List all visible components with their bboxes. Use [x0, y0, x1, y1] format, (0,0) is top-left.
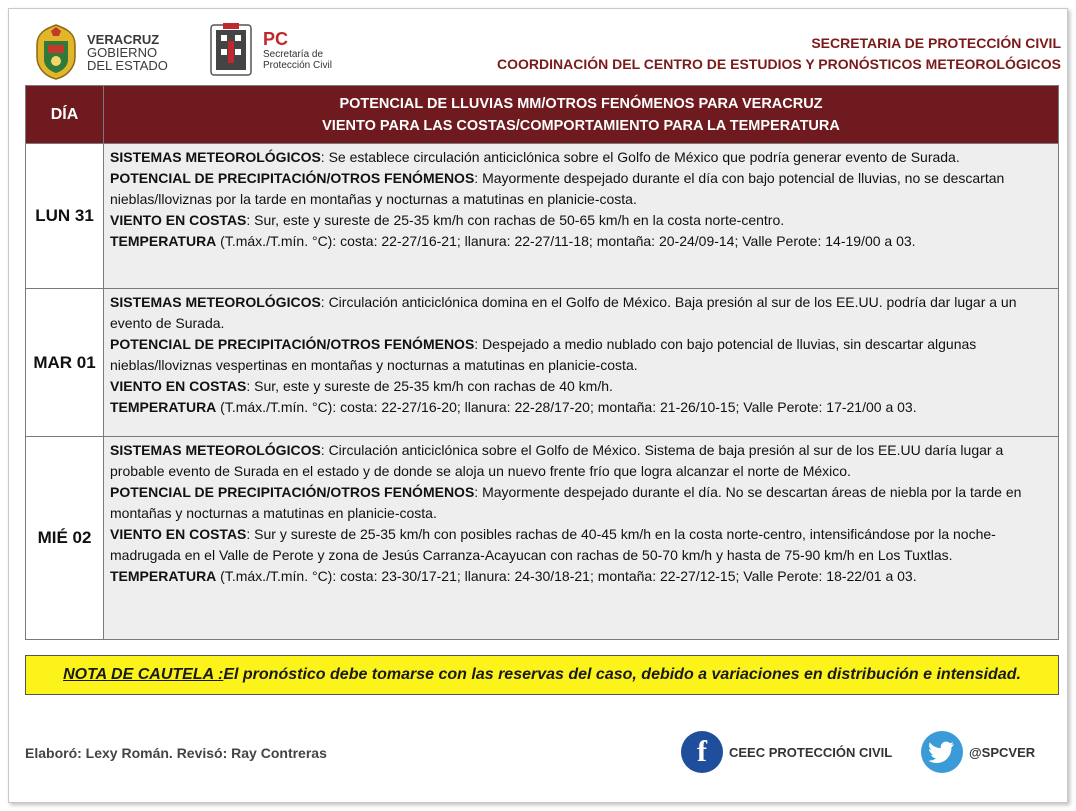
veracruz-seal-icon: [31, 23, 81, 81]
agency-line2: COORDINACIÓN DEL CENTRO DE ESTUDIOS Y PRONÓSTICOS METEOROLÓGICOS: [497, 56, 1061, 72]
day-cell: MAR 01: [26, 289, 104, 437]
bulletin-page: [8, 8, 1068, 803]
temperatura-text: (T.máx./T.mín. °C): costa: 22-27/16-20; llanura: 22-28/17-20; montaña: 21-26/10-15; Valle Perote: 17-21/00 a 03.: [216, 399, 917, 415]
forecast-cell: [104, 437, 1059, 640]
main-column-header: [104, 86, 1059, 144]
pc-sub1: Secretaría de: [263, 49, 324, 60]
table-row: [26, 289, 1059, 437]
pc-sub2: Protección Civil: [263, 60, 332, 71]
potencial-label: POTENCIAL DE PRECIPITACIÓN/OTROS FENÓMENOS: [110, 484, 475, 500]
day-cell: LUN 31: [26, 144, 104, 289]
table-row: [26, 437, 1059, 640]
temperatura-label: TEMPERATURA: [110, 568, 217, 584]
temperatura-label: TEMPERATURA: [110, 233, 217, 249]
potencial-text: : Mayormente despejado durante el día con bajo potencial de lluvias, no se descartan nieblas/lloviznas por la tarde en montañas y nocturnas a matutinas en planicie-costa.: [110, 170, 1005, 207]
nota-de-cautela: [25, 655, 1059, 695]
table-header-row: [26, 86, 1059, 144]
pc-shield-icon: [207, 21, 255, 79]
veracruz-logo: [31, 23, 168, 81]
table-row: [26, 144, 1059, 289]
agency-line1: SECRETARIA DE PROTECCIÓN CIVIL: [811, 35, 1061, 51]
temperatura-paragraph: [110, 397, 1052, 418]
pc-logo: [207, 21, 332, 79]
facebook-label[interactable]: CEEC PROTECCIÓN CIVIL: [729, 744, 893, 760]
agency-header: [497, 33, 1061, 75]
sistemas-text: : Circulación anticiclónica domina en el Golfo de México. Baja presión al sur de los EE.UU. podría dar lugar a un evento de Surada.: [110, 294, 1017, 331]
twitter-bird-icon[interactable]: [921, 731, 963, 773]
temperatura-label: TEMPERATURA: [110, 399, 217, 415]
potencial-text: : Despejado a medio nublado con bajo potencial de lluvias, sin descartar algunas nieblas/lloviznas vespertinas en montañas y nocturnas a matutinas en planicie-costa.: [110, 336, 977, 373]
viento-label: VIENTO EN COSTAS: [110, 378, 247, 394]
potencial-label: POTENCIAL DE PRECIPITACIÓN/OTROS FENÓMENOS: [110, 336, 475, 352]
twitter-link[interactable]: [921, 731, 1035, 773]
facebook-icon[interactable]: f: [681, 731, 723, 773]
sistemas-paragraph: [110, 147, 1052, 168]
temperatura-text: (T.máx./T.mín. °C): costa: 22-27/16-21; llanura: 22-27/11-18; montaña: 20-24/09-14; Valle Perote: 14-19/00 a 03.: [216, 233, 916, 249]
potencial-paragraph: [110, 168, 1052, 210]
main-header-line2: VIENTO PARA LAS COSTAS/COMPORTAMIENTO PARA LA TEMPERATURA: [322, 117, 840, 134]
viento-label: VIENTO EN COSTAS: [110, 526, 247, 542]
temperatura-paragraph: [110, 231, 1052, 252]
viento-text: : Sur, este y sureste de 25-35 km/h con rachas de 50-65 km/h en la costa norte-centro.: [246, 212, 785, 228]
veracruz-line2: GOBIERNO: [87, 44, 158, 60]
forecast-table: [25, 85, 1059, 640]
facebook-link[interactable]: [681, 731, 892, 773]
nota-text: El pronóstico debe tomarse con las reservas del caso, debido a variaciones en distribución e intensidad.: [223, 666, 1021, 683]
temperatura-text: (T.máx./T.mín. °C): costa: 23-30/17-21; llanura: 24-30/18-21; montaña: 22-27/12-15; Valle Perote: 18-22/01 a 03.: [216, 568, 917, 584]
sistemas-paragraph: [110, 292, 1052, 334]
day-column-header: DÍA: [26, 86, 104, 144]
viento-paragraph: [110, 524, 1052, 566]
temperatura-paragraph: [110, 566, 1052, 587]
potencial-label: POTENCIAL DE PRECIPITACIÓN/OTROS FENÓMENOS: [110, 170, 475, 186]
main-header-line1: POTENCIAL DE LLUVIAS MM/OTROS FENÓMENOS PARA VERACRUZ: [339, 95, 823, 112]
day-cell: MIÉ 02: [26, 437, 104, 640]
forecast-cell: [104, 144, 1059, 289]
sistemas-paragraph: [110, 440, 1052, 482]
viento-text: : Sur, este y sureste de 25-35 km/h con rachas de 40 km/h.: [246, 378, 613, 394]
sistemas-text: : Se establece circulación anticiclónica sobre el Golfo de México que podría generar evento de Surada.: [320, 149, 960, 165]
sistemas-label: SISTEMAS METEOROLÓGICOS: [110, 294, 321, 310]
potencial-paragraph: [110, 482, 1052, 524]
potencial-text: : Mayormente despejado durante el día. No se descartan áreas de niebla por la tarde en montañas y nocturnas a matutinas en planicie-costa.: [110, 484, 1022, 521]
viento-text: : Sur y sureste de 25-35 km/h con posibles rachas de 40-45 km/h en la costa norte-centro, intensificándose por la noche-madrugada en el Valle de Perote y zona de Jesús Carranza-Acayucan con rachas de 50-70 km/h y hasta de 75-90 km/h en Los Tuxtlas.: [110, 526, 996, 563]
twitter-label[interactable]: @SPCVER: [969, 744, 1036, 760]
pc-title: PC: [263, 29, 289, 49]
sistemas-text: : Circulación anticiclónica sobre el Golfo de México. Sistema de baja presión al sur de los EE.UU daría lugar a probable evento de Surada en el estado y de donde se aloja un nuevo frente frío que logra alcanzar el norte de México.: [110, 442, 1004, 479]
sistemas-label: SISTEMAS METEOROLÓGICOS: [110, 149, 321, 165]
potencial-paragraph: [110, 334, 1052, 376]
sistemas-label: SISTEMAS METEOROLÓGICOS: [110, 442, 321, 458]
credit-line: Elaboró: Lexy Román. Revisó: Ray Contreras: [25, 745, 327, 761]
viento-label: VIENTO EN COSTAS: [110, 212, 247, 228]
nota-label: NOTA DE CAUTELA :: [63, 666, 224, 683]
forecast-cell: [104, 289, 1059, 437]
viento-paragraph: [110, 210, 1052, 231]
veracruz-title: VERACRUZ: [87, 31, 160, 47]
viento-paragraph: [110, 376, 1052, 397]
veracruz-line3: DEL ESTADO: [87, 57, 168, 73]
